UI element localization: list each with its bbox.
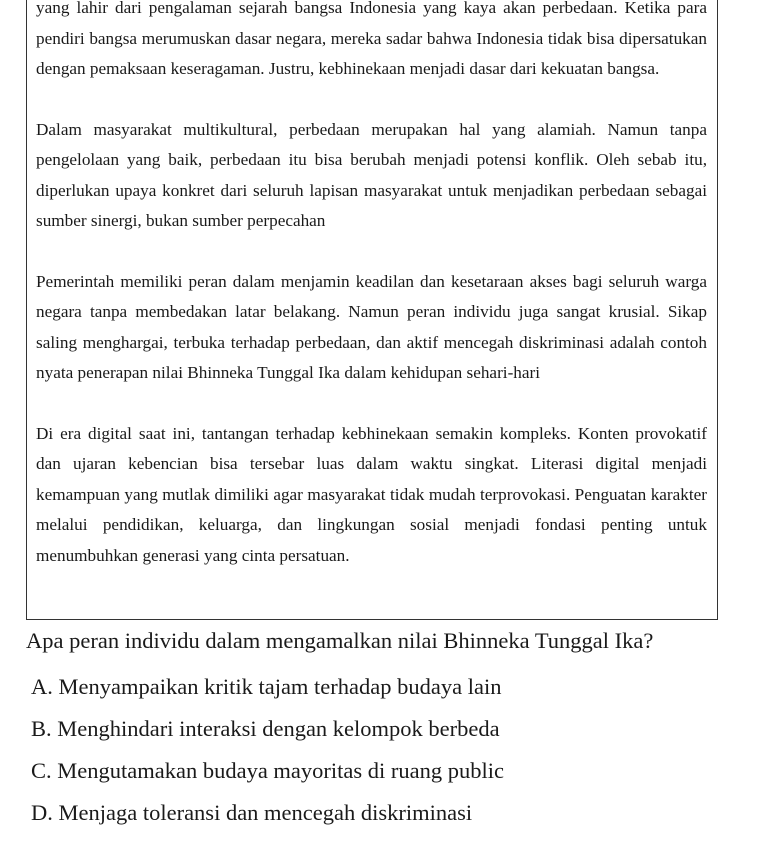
option-d[interactable]: D. Menjaga toleransi dan mencegah diskriminasi	[31, 800, 473, 825]
passage-paragraph: yang lahir dari pengalaman sejarah bangsa Indonesia yang kaya akan perbedaan. Ketika para pendiri bangsa merumuskan dasar negara, mereka sadar bahwa Indonesia tidak bisa dipersatukan dengan pemaksaan keseragaman. Justru, kebhinekaan menjadi dasar dari kekuatan bangsa.	[36, 0, 707, 78]
option-a[interactable]: A. Menyampaikan kritik tajam terhadap budaya lain	[31, 674, 502, 699]
passage-paragraph: Di era digital saat ini, tantangan terhadap kebhinekaan semakin kompleks. Konten provokatif dan ujaran kebencian bisa tersebar luas dalam waktu singkat. Literasi digital menjadi kemampuan yang mutlak dimiliki agar masyarakat tidak mudah terprovokasi. Penguatan karakter melalui pendidikan, keluarga, dan lingkungan sosial menjadi fondasi penting untuk menumbuhkan generasi yang cinta persatuan.	[36, 423, 707, 565]
passage-paragraph: Dalam masyarakat multikultural, perbedaan merupakan hal yang alamiah. Namun tanpa pengelolaan yang baik, perbedaan itu bisa berubah menjadi potensi konflik. Oleh sebab itu, diperlukan upaya konkret dari seluruh lapisan masyarakat untuk menjadikan perbedaan sebagai sumber sinergi, bukan sumber perpecahan	[36, 119, 707, 230]
reading-passage	[26, 0, 718, 620]
passage-paragraph: Pemerintah memiliki peran dalam menjamin keadilan dan kesetaraan akses bagi seluruh warga negara tanpa membedakan latar belakang. Namun peran individu juga sangat krusial. Sikap saling menghargai, terbuka terhadap perbedaan, dan aktif mencegah diskriminasi adalah contoh nyata penerapan nilai Bhinneka Tunggal Ika dalam kehidupan sehari-hari	[36, 271, 707, 382]
answer-options	[31, 666, 504, 834]
option-b[interactable]: B. Menghindari interaksi dengan kelompok berbeda	[31, 716, 500, 741]
question-text: Apa peran individu dalam mengamalkan nilai Bhinneka Tunggal Ika?	[26, 628, 654, 653]
option-c[interactable]: C. Mengutamakan budaya mayoritas di ruang public	[31, 758, 505, 783]
